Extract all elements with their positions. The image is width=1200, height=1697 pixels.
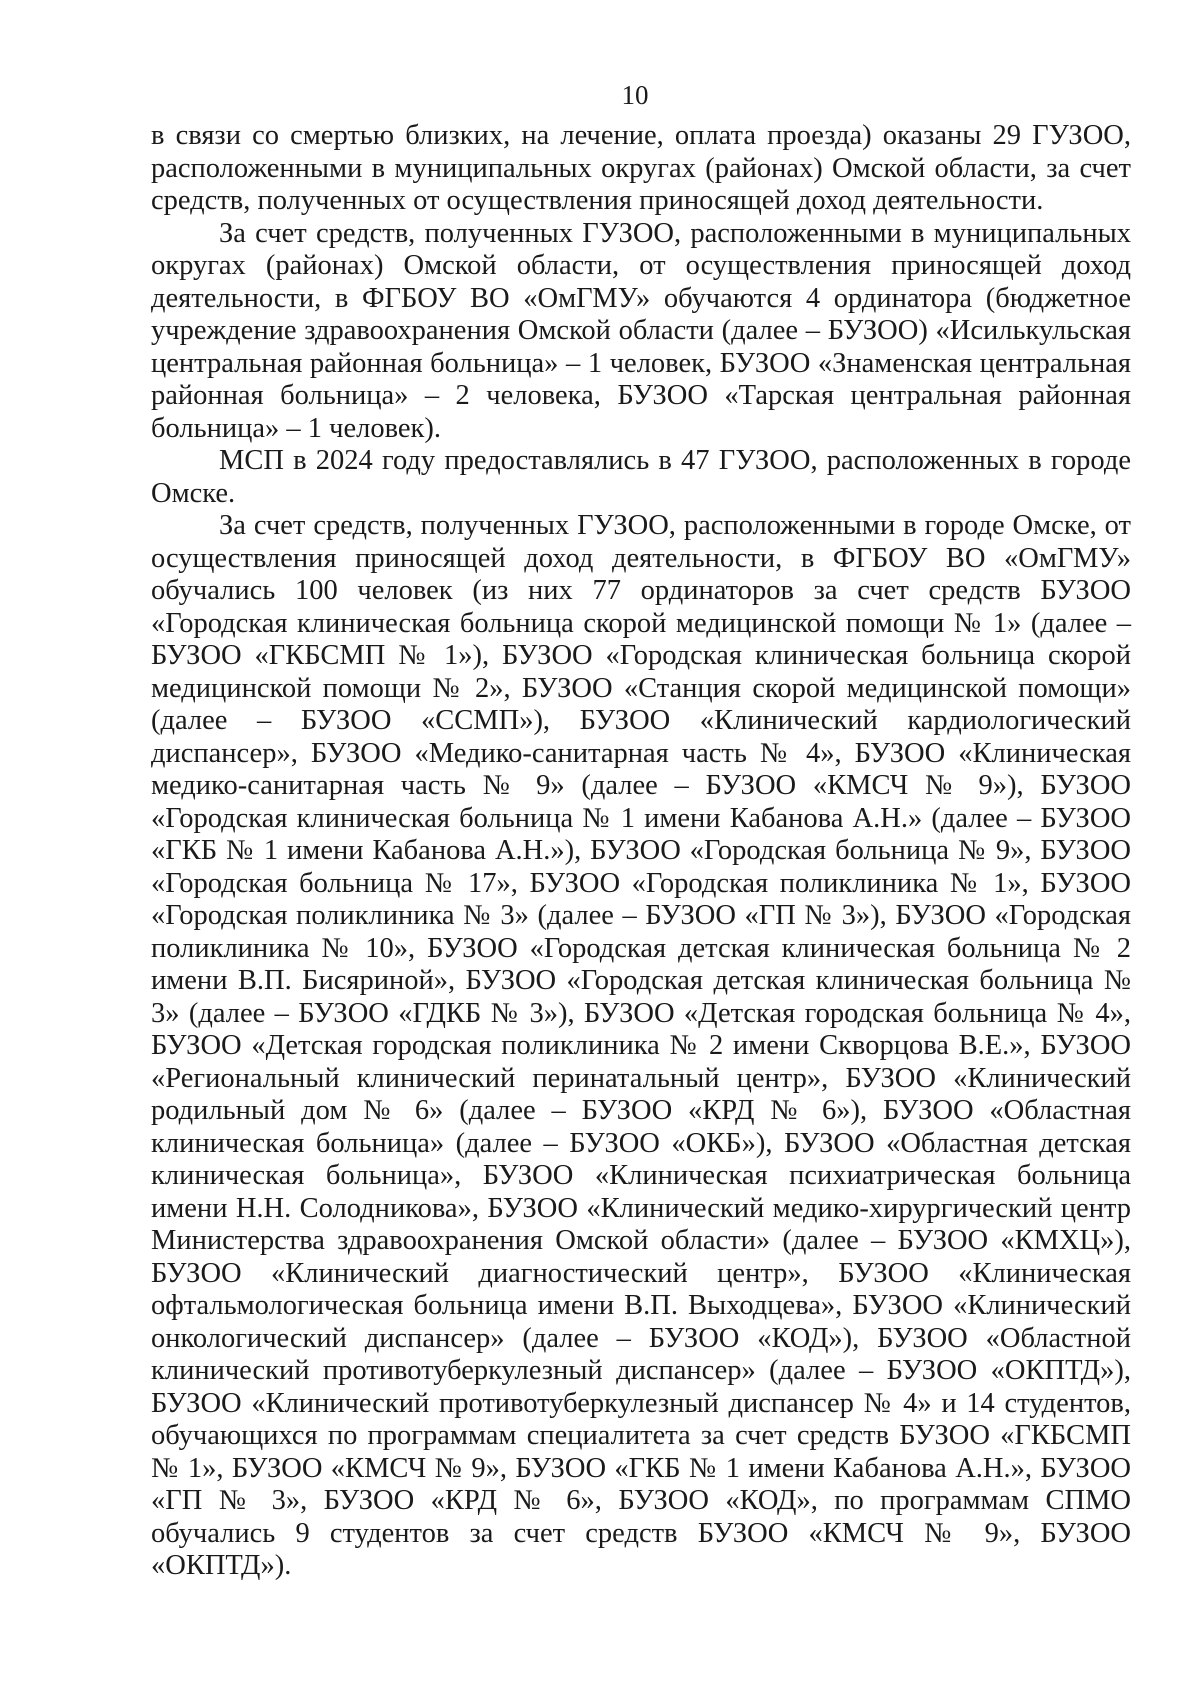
- paragraph-msp-omsk: МСП в 2024 году предоставлялись в 47 ГУЗОО, расположенных в городе Омске.: [151, 445, 1131, 509]
- paragraph-residency-districts: За счет средств, полученных ГУЗОО, расположенными в муниципальных округах (районах) Омской области, от осуществления приносящей доход деятельности, в ФГБОУ ВО «ОмГМУ» обучаются 4 ординатора (бюджетное учреждение здравоохранения Омской области (далее – БУЗОО) «Исилькульская центральная районная больница» – 1 человек, БУЗОО «Знаменская центральная районная больница» – 2 человека, БУЗОО «Тарская центральная районная больница» – 1 человек).: [151, 217, 1131, 444]
- paragraph-continuation: в связи со смертью близких, на лечение, оплата проезда) оказаны 29 ГУЗОО, расположенными в муниципальных округах (районах) Омской области, за счет средств, полученных от осуществления приносящей доход деятельности.: [151, 120, 1131, 216]
- page-number: 10: [621, 80, 649, 110]
- document-body: [151, 120, 1131, 1583]
- paragraph-training-omsk: За счет средств, полученных ГУЗОО, расположенными в городе Омске, от осуществления приносящей доход деятельности, в ФГБОУ ВО «ОмГМУ» обучались 100 человек (из них 77 ординаторов за счет средств БУЗОО «Городская клиническая больница скорой медицинской помощи № 1» (далее – БУЗОО «ГКБСМП № 1»), БУЗОО «Городская клиническая больница скорой медицинской помощи № 2», БУЗОО «Станция скорой медицинской помощи» (далее – БУЗОО «ССМП»), БУЗОО «Клинический кардиологический диспансер», БУЗОО «Медико-санитарная часть № 4», БУЗОО «Клиническая медико-санитарная часть № 9» (далее – БУЗОО «КМСЧ № 9»), БУЗОО «Городская клиническая больница № 1 имени Кабанова А.Н.» (далее – БУЗОО «ГКБ № 1 имени Кабанова А.Н.»), БУЗОО «Городская больница № 9», БУЗОО «Городская больница № 17», БУЗОО «Городская поликлиника № 1», БУЗОО «Городская поликлиника № 3» (далее – БУЗОО «ГП № 3»), БУЗОО «Городская поликлиника № 10», БУЗОО «Городская детская клиническая больница № 2 имени В.П. Бисяриной», БУЗОО «Городская детская клиническая больница № 3» (далее – БУЗОО «ГДКБ № 3»), БУЗОО «Детская городская больница № 4», БУЗОО «Детская городская поликлиника № 2 имени Скворцова В.Е.», БУЗОО «Региональный клинический перинатальный центр», БУЗОО «Клинический родильный дом № 6» (далее – БУЗОО «КРД № 6»), БУЗОО «Областная клиническая больница» (далее – БУЗОО «ОКБ»), БУЗОО «Областная детская клиническая больница», БУЗОО «Клиническая психиатрическая больница имени Н.Н. Солодникова», БУЗОО «Клинический медико-хирургический центр Министерства здравоохранения Омской области» (далее – БУЗОО «КМХЦ»), БУЗОО «Клинический диагностический центр», БУЗОО «Клиническая офтальмологическая больница имени В.П. Выходцева», БУЗОО «Клинический онкологический диспансер» (далее – БУЗОО «КОД»), БУЗОО «Областной клинический противотуберкулезный диспансер» (далее – БУЗОО «ОКПТД»), БУЗОО «Клинический противотуберкулезный диспансер № 4» и 14 студентов, обучающихся по программам специалитета за счет средств БУЗОО «ГКБСМП № 1», БУЗОО «КМСЧ № 9», БУЗОО «ГКБ № 1 имени Кабанова А.Н.», БУЗОО «ГП № 3», БУЗОО «КРД № 6», БУЗОО «КОД», по программам СПМО обучались 9 студентов за счет средств БУЗОО «КМСЧ № 9», БУЗОО «ОКПТД»).: [151, 510, 1131, 1581]
